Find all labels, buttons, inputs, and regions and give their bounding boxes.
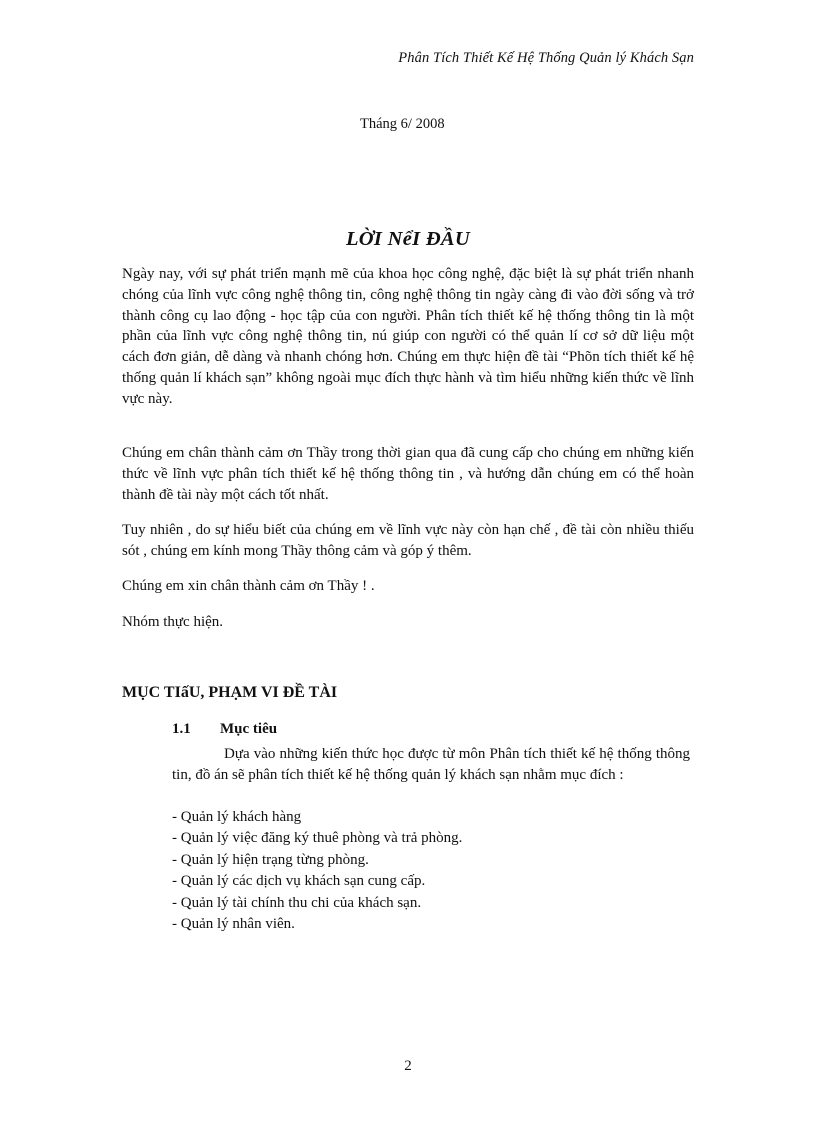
list-item: - Quản lý hiện trạng từng phòng. [172, 850, 462, 871]
preface-paragraph-1: Ngày nay, với sự phát triển mạnh mẽ của khoa học công nghệ, đặc biệt là sự phát triển nhanh chóng của lĩnh vực công nghệ thông tin, công nghệ thông tin ngày càng đi vào đời sống và trở thành công cụ lao động - học tập của con người. Phân tích thiết kế hệ thống thông tin là một phần của lĩnh vực công nghệ thông tin, nú giúp con người có thể quản lí cơ sở dữ liệu một cách đơn giản, dễ dàng và nhanh chóng hơn. Chúng em thực hiện đề tài “Phõn tích thiết kế hệ thống quản lí khách sạn” không ngoài mục đích thực hành và tìm hiểu những kiến thức về lĩnh vực này. [122, 266, 694, 407]
preface-title: LỜI NểI ĐẦU [345, 228, 471, 250]
list-item: - Quản lý các dịch vụ khách sạn cung cấp. [172, 871, 462, 892]
preface-paragraph-4: Chúng em xin chân thành cảm ơn Thầy ! . [122, 578, 375, 594]
subsection-heading [172, 721, 277, 738]
running-header: Phân Tích Thiết Kế Hệ Thống Quản lý Khách Sạn [398, 50, 694, 66]
list-item: - Quản lý khách hàng [172, 807, 462, 828]
preface-paragraph-3: Tuy nhiên , do sự hiểu biết của chúng em về lĩnh vực này còn hạn chế , đề tài còn nhiều thiếu sót , chúng em kính mong Thầy thông cảm và góp ý thêm. [122, 522, 694, 559]
preface-paragraph-2: Chúng em chân thành cảm ơn Thầy trong thời gian qua đã cung cấp cho chúng em những kiến thức về lĩnh vực phân tích thiết kế hệ thống thông tin , và hướng dẫn chúng em có thể hoàn thành đề tài này một cách tốt nhất. [122, 445, 694, 503]
objectives-list [172, 807, 462, 935]
subsection-number: 1.1 [172, 721, 191, 737]
document-date: Tháng 6/ 2008 [360, 116, 445, 132]
list-item: - Quản lý việc đăng ký thuê phòng và trả phòng. [172, 828, 462, 849]
objectives-intro: Dựa vào những kiến thức học được từ môn Phân tích thiết kế hệ thống thông tin, đồ án sẽ phân tích thiết kế hệ thống quản lý khách sạn nhằm mục đích : [172, 746, 690, 783]
page-number: 2 [404, 1058, 412, 1074]
preface-paragraph-5: Nhóm thực hiện. [122, 614, 224, 630]
list-item: - Quản lý tài chính thu chi của khách sạn. [172, 893, 462, 914]
section-heading: MỤC TIấU, PHẠM VI ĐỀ TÀI [122, 684, 338, 701]
list-item: - Quản lý nhân viên. [172, 914, 462, 935]
subsection-title: Mục tiêu [220, 721, 278, 737]
